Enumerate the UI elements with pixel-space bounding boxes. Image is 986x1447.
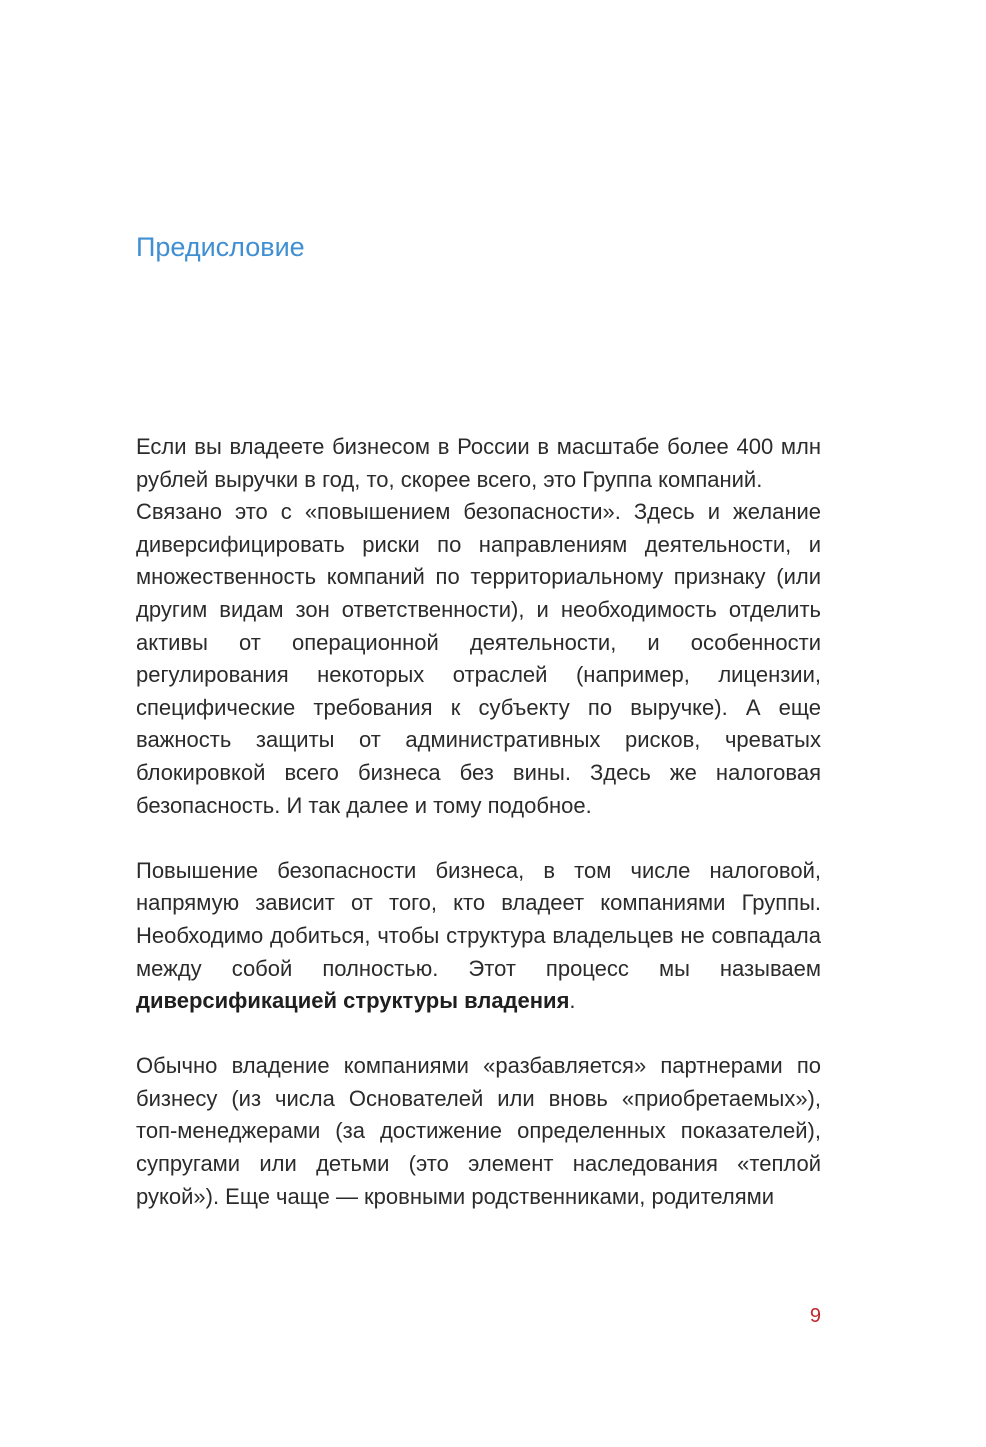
body-text — [136, 431, 821, 1213]
paragraph-4: Обычно владение компаниями «разбавляется» партнерами по бизнесу (из числа Основателей или вновь «приобретаемых»), топ-менеджерами (за достижение определенных показателей), супругами или детьми (это элемент наследования «теплой рукой»). Еще чаще — кровными родственниками, родителями — [136, 1053, 821, 1209]
paragraph-2: Связано это с «повышением безопасности». Здесь и желание диверсифицировать риски по направлениям деятельности, и множественность компаний по территориальному признаку (или другим видам зон ответственности), и необходимость отделить активы от операционной деятельности, и особенности регулирования некоторых отраслей (например, лицензии, специфические требования к субъекту по выручке). А еще важность защиты от административных рисков, чреватых блокировкой всего бизнеса без вины. Здесь же налоговая безопасность. И так далее и тому подобное. — [136, 499, 821, 818]
paragraph-1: Если вы владеете бизнесом в России в масштабе более 400 млн рублей выручки в год, то, скорее всего, это Группа компаний. — [136, 434, 821, 492]
emphasis-term: диверсификацией структуры владения — [136, 988, 570, 1014]
paragraph-3-text: Повышение безопасности бизнеса, в том числе налоговой, напрямую зависит от того, кто владеет компаниями Группы. Необходимо добиться, чтобы структура владельцев не совпадала между собой полностью. Этот процесс мы называем — [136, 857, 821, 981]
paragraph-3 — [136, 855, 821, 1018]
page-title: Предисловие — [136, 232, 305, 262]
page-number: 9 — [809, 1305, 821, 1327]
paragraph-3-end: . — [569, 988, 576, 1014]
